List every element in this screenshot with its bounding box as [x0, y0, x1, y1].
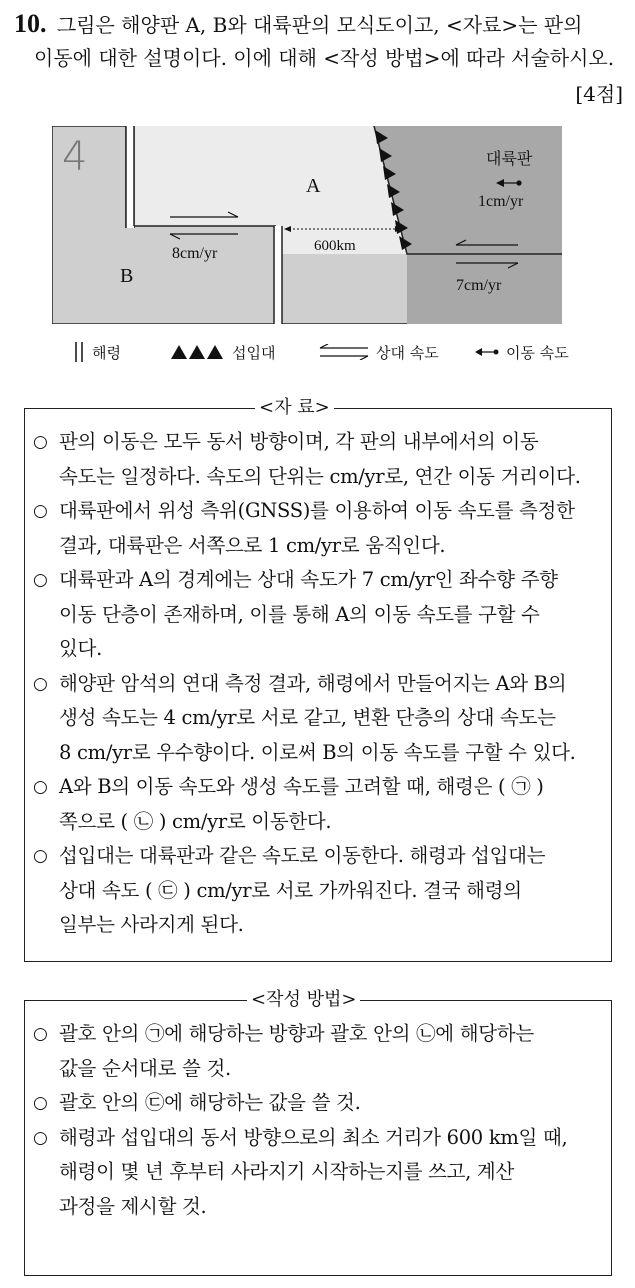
data-line: 일부는 사라지게 된다. [59, 913, 244, 936]
legend-relative-label: 상대 속도 [376, 343, 439, 362]
bullet-icon: ○ [33, 1093, 48, 1113]
legend-motion [474, 338, 569, 366]
bullet-icon: ○ [33, 432, 48, 452]
legend-ridge-label: 해령 [92, 343, 121, 362]
data-line: 생성 속도는 4 cm/yr로 서로 같고, 변환 단층의 상대 속도는 [59, 706, 556, 729]
relative-motion-arrows-icon [318, 344, 370, 360]
subduction-triangles-icon [170, 344, 226, 360]
method-line: 과정을 제시할 것. [59, 1194, 207, 1218]
plate-b-label: B [120, 265, 134, 287]
ridge-symbol-icon [74, 341, 86, 363]
data-line: 있다. [59, 637, 102, 660]
plate-diagram [52, 126, 562, 324]
data-line: 쪽으로 ( ㉡ ) cm/yr로 이동한다. [59, 809, 332, 833]
method-box-title: <작성 방법> [247, 988, 360, 1012]
method-line: 해령이 몇 년 후부터 사라지기 시작하는지를 쓰고, 계산 [59, 1160, 515, 1183]
subduction-speed: 7cm/yr [456, 277, 502, 294]
method-line: 괄호 안의 ㉢에 해당하는 값을 쓸 것. [59, 1091, 361, 1114]
question-line-2: 이동에 대한 설명이다. 이에 대해 <작성 방법>에 따라 서술하시오. [34, 46, 615, 70]
data-line: 속도는 일정하다. 속도의 단위는 cm/yr로, 연간 이동 거리이다. [59, 464, 581, 488]
bullet-icon: ○ [33, 501, 48, 521]
data-item [25, 563, 611, 667]
data-list [25, 409, 611, 943]
data-line: 판의 이동은 모두 동서 방향이며, 각 판의 내부에서의 이동 [59, 430, 539, 453]
bullet-icon: ○ [33, 1127, 48, 1148]
bullet-icon: ○ [33, 1024, 48, 1044]
question-header [14, 6, 626, 43]
motion-arrow-icon [474, 345, 500, 359]
method-item [25, 1121, 611, 1225]
question-number: 10. [14, 9, 47, 38]
method-list [25, 1001, 611, 1224]
legend-motion-label: 이동 속도 [506, 343, 569, 362]
data-line: 해양판 암석의 연대 측정 결과, 해령에서 만들어지는 A와 B의 [59, 671, 567, 695]
data-item [25, 425, 611, 494]
data-item [25, 839, 611, 943]
question-score: [4점] [575, 82, 623, 106]
data-item [25, 494, 611, 563]
data-line: 결과, 대륙판은 서쪽으로 1 cm/yr로 움직인다. [59, 533, 446, 557]
continent-label: 대륙판 [486, 149, 533, 168]
data-line: 상대 속도 ( ㉢ ) cm/yr로 서로 가까워진다. 결국 해령의 [59, 878, 522, 902]
transform-speed: 8cm/yr [172, 245, 218, 262]
data-line: 대륙판과 A의 경계에는 상대 속도가 7 cm/yr인 좌수향 주향 [59, 568, 558, 591]
data-item [25, 770, 611, 839]
method-item [25, 1086, 611, 1121]
data-line: A와 B의 이동 속도와 생성 속도를 고려할 때, 해령은 ( ㉠ ) [59, 775, 544, 798]
legend-relative [318, 338, 439, 366]
method-line: 해령과 섭입대의 동서 방향으로의 최소 거리가 600 km일 때, [59, 1125, 568, 1149]
data-line: 이동 단층이 존재하며, 이를 통해 A의 이동 속도를 구할 수 [59, 602, 540, 626]
bullet-icon: ○ [33, 673, 48, 694]
distance-label: 600km [314, 238, 356, 254]
method-line: 괄호 안의 ㉠에 해당하는 방향과 괄호 안의 ㉡에 해당하는 [59, 1022, 534, 1045]
data-box-title: <자 료> [255, 396, 334, 420]
method-item [25, 1017, 611, 1086]
method-line: 값을 순서대로 쓸 것. [59, 1056, 231, 1080]
continent-speed: 1cm/yr [478, 193, 524, 210]
bullet-icon: ○ [33, 777, 48, 797]
data-line: 섭입대는 대륙판과 같은 속도로 이동한다. 해령과 섭입대는 [59, 844, 546, 867]
question-line-1: 그림은 해양판 A, B와 대륙판의 모식도이고, <자료>는 판의 [56, 13, 583, 37]
legend-subduction-label: 섭입대 [232, 343, 276, 362]
plate-a-label: A [306, 175, 321, 197]
data-line: 8 cm/yr로 우수향이다. 이로써 B의 이동 속도를 구할 수 있다. [59, 740, 576, 764]
legend-ridge [74, 338, 121, 366]
figure-legend [74, 338, 594, 366]
data-item [25, 667, 611, 771]
method-box [24, 989, 612, 1276]
bullet-icon: ○ [33, 570, 48, 590]
legend-subduction [170, 338, 275, 366]
data-box [24, 397, 612, 962]
bullet-icon: ○ [33, 846, 48, 866]
data-line: 대륙판에서 위성 측위(GNSS)를 이용하여 이동 속도를 측정한 [59, 499, 575, 522]
corner-mark: 4 [62, 134, 88, 180]
